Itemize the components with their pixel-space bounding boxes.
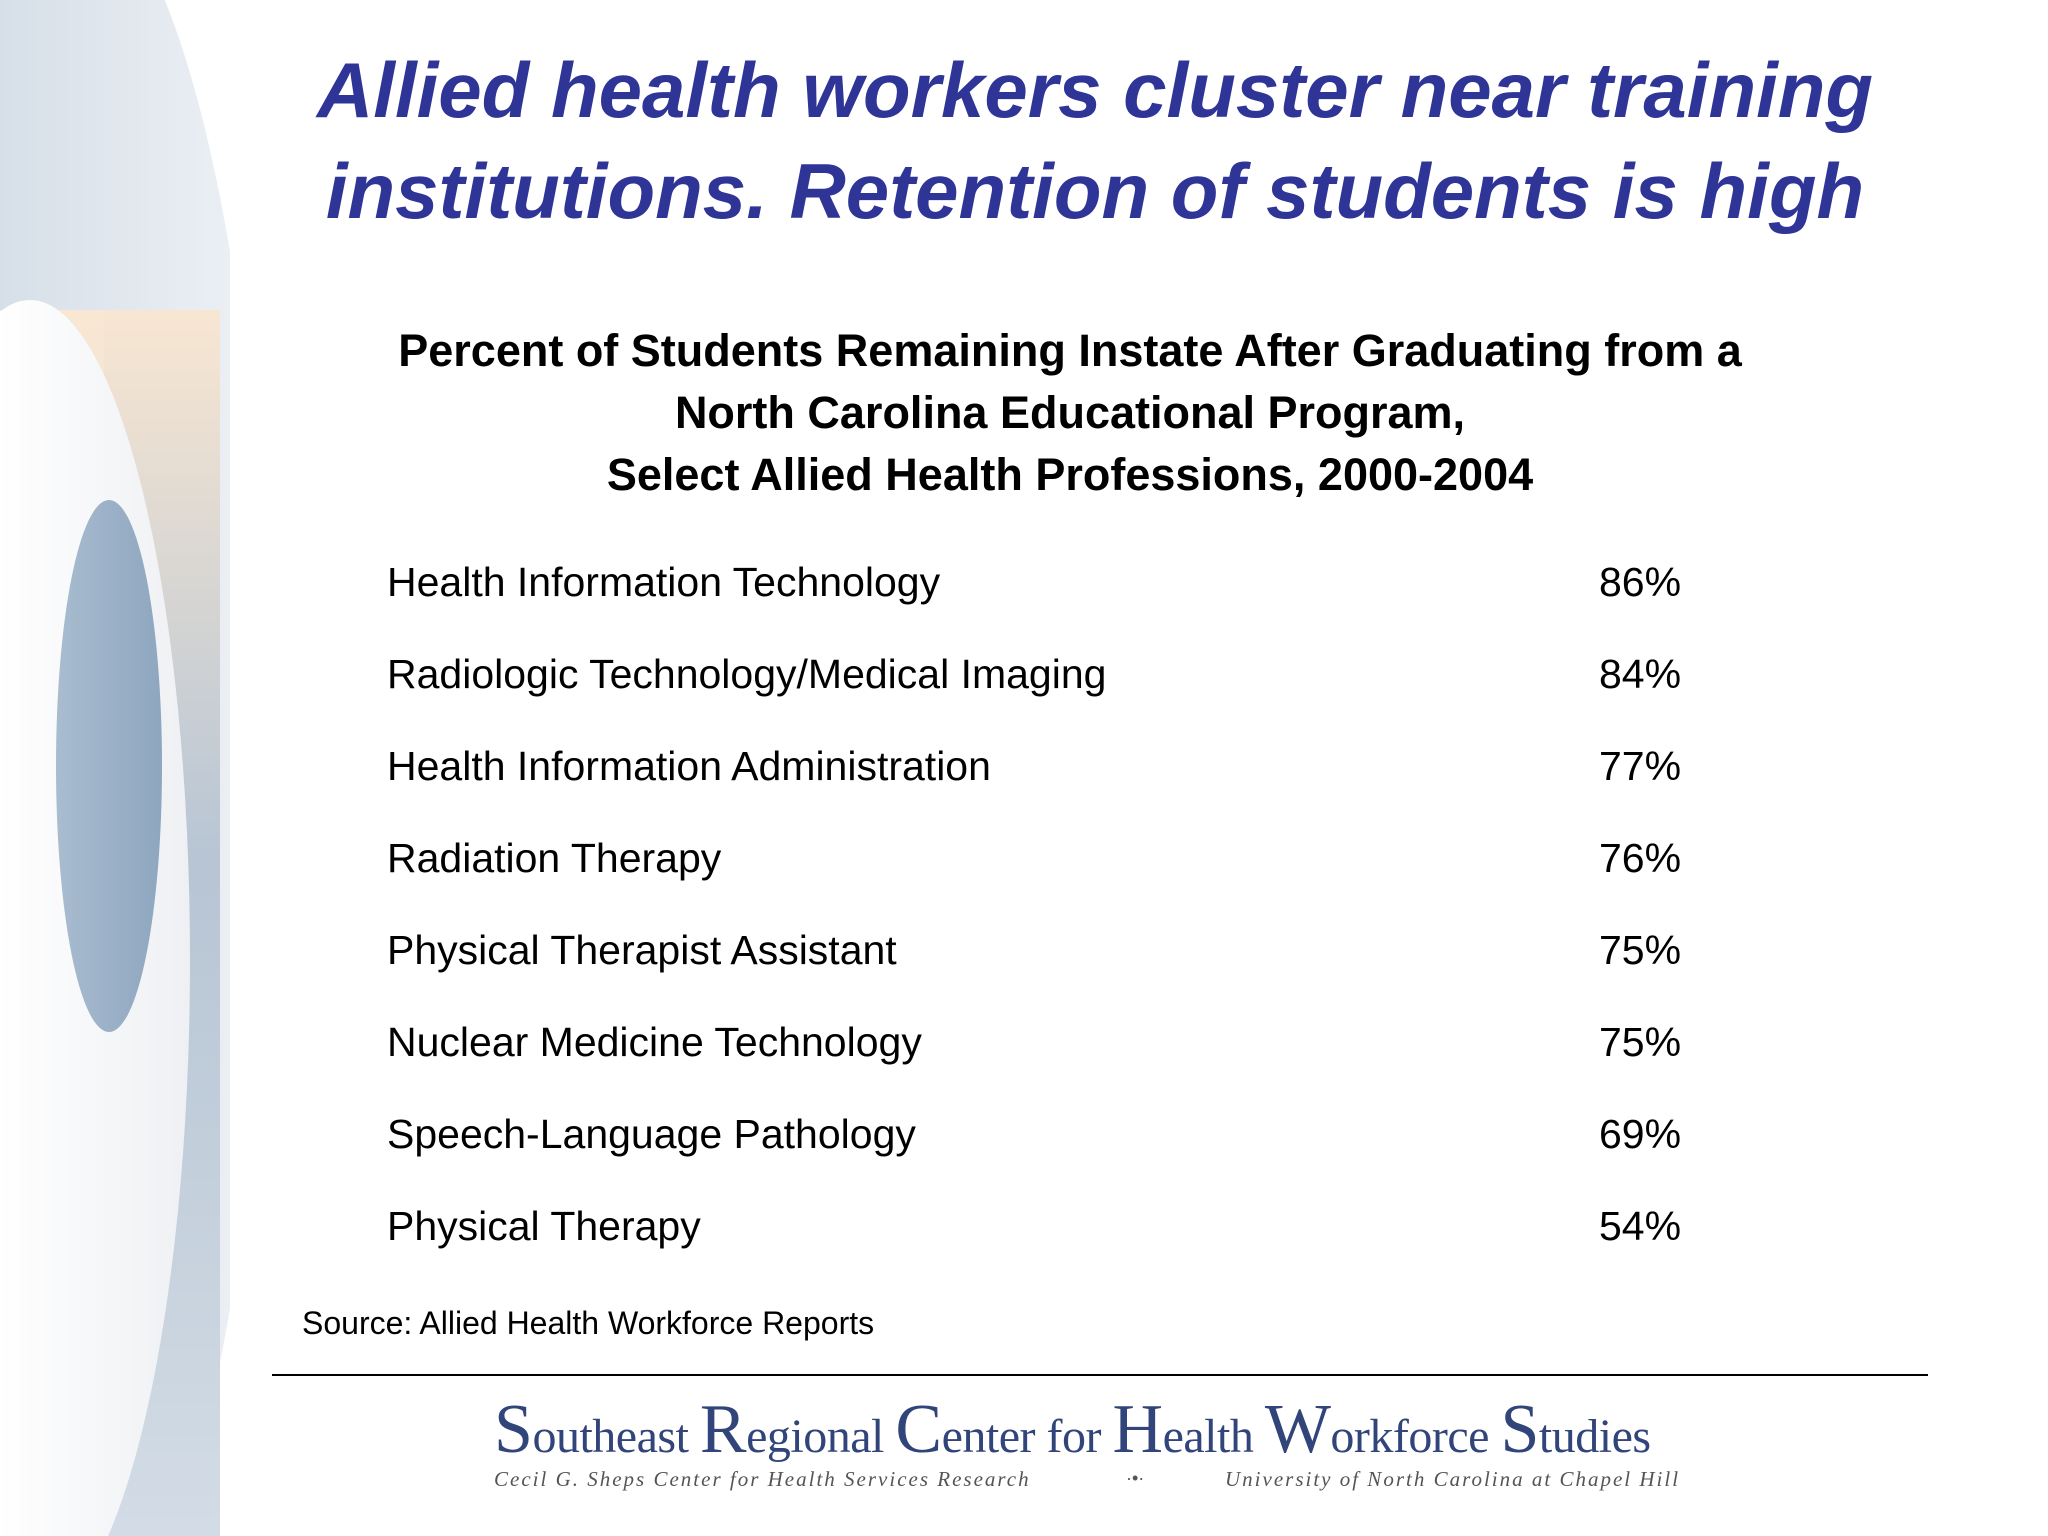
table-row [387, 639, 1717, 731]
footer-separator-icon: ·•· [1126, 1468, 1145, 1488]
table-row [387, 915, 1717, 1007]
logo-word: egional [746, 1410, 884, 1463]
retention-table [387, 547, 1717, 1283]
footer-divider [272, 1374, 1928, 1376]
logo-cap: W [1264, 1391, 1331, 1468]
percent-value: 77% [1599, 743, 1682, 789]
table-row [387, 1099, 1717, 1191]
logo-cap: S [1500, 1391, 1539, 1468]
profession-label: Health Information Administration [387, 743, 991, 789]
table-row [387, 731, 1717, 823]
footer-sheps-center: Cecil G. Sheps Center for Health Services Research [494, 1467, 1031, 1491]
percent-value: 76% [1599, 835, 1682, 881]
profession-label: Physical Therapy [387, 1203, 701, 1249]
footer-university: University of North Carolina at Chapel Hill [1225, 1467, 1681, 1491]
logo-word: tudies [1538, 1410, 1651, 1463]
logo-word: outheast [532, 1410, 689, 1463]
logo-word: enter for [941, 1410, 1101, 1463]
table-subtitle [290, 320, 1850, 506]
profession-label: Physical Therapist Assistant [387, 927, 897, 973]
profession-label: Radiologic Technology/Medical Imaging [387, 651, 1107, 697]
inner-oval-decoration [56, 500, 162, 1032]
table-row [387, 1191, 1717, 1283]
table-row [387, 547, 1717, 639]
logo-cap: R [699, 1391, 747, 1468]
footer-org-logo [494, 1390, 1651, 1470]
source-note: Source: Allied Health Workforce Reports [302, 1305, 875, 1341]
logo-cap: H [1112, 1391, 1163, 1468]
percent-value: 75% [1599, 927, 1682, 973]
profession-label: Radiation Therapy [387, 835, 722, 881]
percent-value: 86% [1599, 559, 1682, 605]
logo-word: orkforce [1330, 1410, 1489, 1463]
slide-title: Allied health workers cluster near training institutions. Retention of students is high [316, 46, 1874, 235]
profession-label: Nuclear Medicine Technology [387, 1019, 922, 1065]
logo-cap: S [494, 1391, 533, 1468]
table-row [387, 823, 1717, 915]
logo-word: ealth [1162, 1410, 1254, 1463]
subtitle-line-1: Percent of Students Remaining Instate After Graduating from a [398, 325, 1742, 376]
percent-value: 84% [1599, 651, 1682, 697]
table-row [387, 1007, 1717, 1099]
subtitle-line-3: Select Allied Health Professions, 2000-2004 [606, 449, 1534, 500]
decorative-sidebar [0, 0, 230, 1536]
profession-label: Health Information Technology [387, 559, 941, 605]
percent-value: 69% [1599, 1111, 1682, 1157]
subtitle-line-2: North Carolina Educational Program, [674, 387, 1466, 438]
percent-value: 54% [1599, 1203, 1682, 1249]
profession-label: Speech-Language Pathology [387, 1111, 916, 1157]
percent-value: 75% [1599, 1019, 1682, 1065]
logo-cap: C [895, 1391, 942, 1468]
